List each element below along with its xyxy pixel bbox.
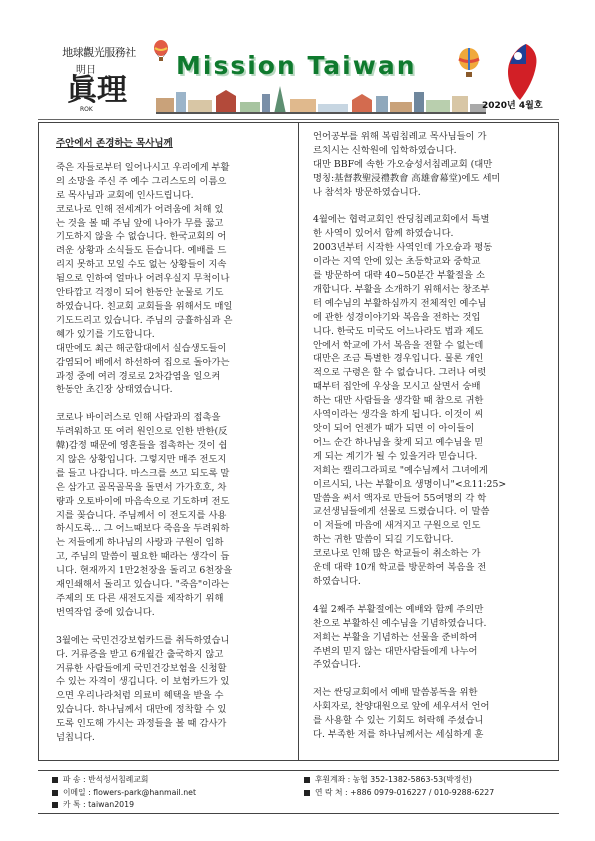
- text-line: 를 사용할 수 있는 기회도 허락해 주셨습니: [313, 715, 484, 727]
- text-line: 감염되어 배에서 하선하여 집으로 돌아가는: [56, 356, 230, 368]
- text-line: 운데 대략 10개 학교를 방문하여 복음을 전: [313, 562, 487, 574]
- text-line: 넘칩니다.: [56, 732, 95, 744]
- footer-left: [52, 774, 196, 812]
- paragraph: [56, 411, 284, 620]
- logo-line1: 地球觀光服務社: [62, 46, 136, 59]
- square-bullet-icon: [52, 802, 58, 808]
- text-line: 이르시되, 나는 부활이요 생명이니"<요11:25>: [313, 478, 507, 490]
- text-line: 언어공부를 위해 복림침례교 목사님들이 가: [313, 131, 487, 142]
- footer-text: 연 락 처 : +886 0979-016227 / 010-9288-6227: [315, 787, 495, 797]
- text-line: 앗이 되어 언젠가 때가 되면 이 아이들이: [313, 423, 475, 435]
- text-line: 기도드리고 있습니다. 주님의 긍휼하심과 은: [56, 314, 233, 326]
- logo-sub: ROK: [80, 106, 93, 113]
- text-line: 거류한 사람들에게 국민건강보험을 신청할: [56, 662, 227, 674]
- text-line: 를 방문하여 대략 40~50분간 부활절을 소: [313, 270, 485, 282]
- logo-line2: 明日: [76, 65, 96, 76]
- left-column-body: [56, 161, 284, 745]
- text-line: 개합니다. 부활을 소개하기 위해서는 창조부: [313, 283, 490, 295]
- text-line: 말씀을 써서 액자로 만들어 55여명의 각 학: [313, 492, 487, 504]
- newsletter-title: Mission Taiwan: [176, 51, 417, 80]
- text-line: 한 사역이 있어서 함께 하였습니다.: [313, 228, 454, 240]
- text-line: 주제의 또 다른 새전도지를 제작하기 위해: [56, 592, 224, 604]
- text-line: 적으로 구령은 할 수 없습니다. 그러나 여럿: [313, 367, 487, 379]
- paragraph-gap: [56, 397, 284, 411]
- calligraphy-logo: [46, 42, 152, 114]
- text-line: 에 관한 성경이야기와 복음을 전하는 것입: [313, 311, 481, 323]
- text-line: 니다. 한국도 미국도 어느나라도 법과 제도: [313, 325, 484, 337]
- left-column: [56, 137, 284, 745]
- text-line: 안타깝고 걱정이 되어 한동안 눈물로 기도: [56, 287, 224, 299]
- text-line: 하였습니다.: [313, 575, 361, 587]
- text-line: 안에서 학교에 가서 복음을 전할 수 없는데: [313, 339, 484, 351]
- newsletter-header: [38, 34, 558, 120]
- text-line: 코로나로 인해 전세계가 어려움에 처해 있: [56, 203, 224, 215]
- footer-text: 파 송 : 반석성서침례교회: [63, 775, 149, 784]
- hot-air-balloon-icon: [458, 48, 480, 78]
- text-line: 로 목사님과 교회에 인사드립니다.: [56, 189, 194, 201]
- paragraph-gap: [56, 620, 284, 634]
- text-line: 도록 인도해 가시는 과정들을 볼 때 감사가: [56, 718, 227, 730]
- footer-text: 카 톡 : taiwan2019: [63, 800, 135, 809]
- text-line: 4월에는 협력교회인 싼딩침례교회에서 특별: [313, 214, 490, 226]
- text-line: 지 않은 상황입니다. 그렇지만 매주 전도지: [56, 453, 227, 465]
- text-line: 명칭:基督教聖浸禮教會 高雄會幕堂)에도 세미: [313, 172, 501, 184]
- square-bullet-icon: [304, 790, 310, 796]
- text-line: 어느 순간 하나님을 찾게 되고 예수님을 믿: [313, 436, 484, 448]
- text-line: 저희는 캘리그라피로 "예수님께서 그녀에게: [313, 464, 488, 476]
- text-line: 는 것을 볼 때 주님 앞에 나아가 무릎 꿇고: [56, 217, 224, 229]
- footer-row: [52, 774, 196, 787]
- paragraph-gap: [313, 672, 546, 686]
- text-line: 의 소망을 주신 주 예수 그리스도의 이름으: [56, 175, 227, 187]
- footer-row: [304, 787, 494, 800]
- text-line: 수 있는 자격이 생깁니다. 이 보험카드가 있: [56, 676, 230, 688]
- text-line: 를 들고 나갑니다. 마스크를 쓰고 되도록 말: [56, 467, 230, 479]
- city-skyline-icon: [156, 84, 486, 114]
- paragraph-gap: [313, 589, 546, 603]
- footer-row: [52, 799, 196, 812]
- text-line: 두려워하고 또 여러 원인으로 인한 반한(反: [56, 426, 228, 438]
- column-divider: [298, 122, 299, 761]
- text-line: 3월에는 국민건강보험카드를 취득하였습니: [56, 634, 230, 646]
- text-line: 이 저들에 마음에 새겨지고 구원으로 인도: [313, 520, 481, 532]
- text-line: 이라는 지역 안에 있는 초등학교와 중학교: [313, 256, 481, 268]
- issue-date: 2020년 4월호: [482, 101, 543, 111]
- text-line: 韓)감정 때문에 영혼들을 접촉하는 것이 쉽: [56, 440, 228, 452]
- text-line: 교선생님들에게 선물로 드렸습니다. 이 말씀: [313, 506, 490, 518]
- text-line: 대만 BBF에 속한 가오슝성서침례교회 (대만: [313, 158, 493, 170]
- right-column: [313, 130, 546, 742]
- paragraph: [56, 161, 284, 397]
- text-line: 저희는 부활을 기념하는 선물을 준비하여: [313, 631, 478, 643]
- text-line: 사회자로, 찬양대원으로 앞에 세우셔서 언어: [313, 701, 490, 713]
- article-title: 주안에서 존경하는 목사님께: [56, 138, 173, 149]
- paragraph: [313, 213, 546, 588]
- text-line: 대만에도 최근 해군함대에서 실습생도들이: [56, 342, 227, 354]
- text-line: 나 참석차 방문하였습니다.: [313, 186, 421, 198]
- paragraph: [56, 634, 284, 745]
- square-bullet-icon: [304, 777, 310, 783]
- text-line: 려운 상황과 소식들도 듣습니다. 예배를 드: [56, 245, 227, 257]
- text-line: 혜가 있기를 기도합니다.: [56, 328, 155, 340]
- header-rule: [38, 119, 559, 120]
- text-line: 주변의 믿지 않는 대만사람들에게 나누어: [313, 645, 478, 657]
- footer-text: 후원계좌 : 농협 352-1382-5863-53(박정선): [315, 775, 472, 784]
- text-line: 기도하지 않을 수 없습니다. 한국교회의 어: [56, 231, 227, 243]
- text-line: 재인쇄해서 돌리고 있습니다. "죽음"이라는: [56, 579, 230, 591]
- square-bullet-icon: [52, 790, 58, 796]
- text-line: 은 삼가고 골목골목을 돌면서 가가호호, 차: [56, 481, 227, 493]
- text-line: 니다. 현재까지 1만2천장을 돌리고 6천장을: [56, 565, 233, 577]
- paragraph: [313, 686, 546, 742]
- text-line: 하는 대만 사람들을 생각할 때 참으로 귀한: [313, 395, 484, 407]
- right-column-body: [313, 130, 546, 742]
- text-line: 량과 오토바이에 마음속으로 기도하며 전도: [56, 495, 230, 507]
- text-line: 주었습니다.: [313, 659, 361, 671]
- text-line: 다. 거류증을 받고 6개월간 출국하지 않고: [56, 648, 224, 660]
- text-line: 때부터 집안에 우상을 모시고 살면서 숭배: [313, 381, 481, 393]
- text-line: 지를 꽂습니다. 주님께서 이 전도지를 사용: [56, 509, 227, 521]
- text-line: 사역이라는 생각을 하게 됩니다. 이것이 씨: [313, 409, 484, 421]
- footer-row: [52, 787, 196, 800]
- footer-right: [304, 774, 494, 799]
- paragraph-gap: [313, 200, 546, 214]
- square-bullet-icon: [52, 777, 58, 783]
- text-line: 있습니다. 하나님께서 대만에 정착할 수 있: [56, 704, 227, 716]
- text-line: 한동안 초긴장 상태였습니다.: [56, 384, 173, 396]
- text-line: 다. 부족한 저를 하나님께서는 세심하게 훈: [313, 728, 484, 740]
- text-line: 대만은 조금 특별한 경우입니다. 물론 개인: [313, 353, 484, 365]
- text-line: 고, 주님의 말씀이 필요한 때라는 생각이 듭: [56, 551, 230, 563]
- taiwan-flag-map-icon: [502, 42, 542, 102]
- text-line: 하였습니다. 친교회 교회들을 위해서도 매일: [56, 300, 233, 312]
- text-line: 하시도록... 그 어느때보다 죽음을 두려워하: [56, 523, 230, 535]
- paragraph: [313, 603, 546, 673]
- text-line: 코로나 바이러스로 인해 사람과의 접촉을: [56, 412, 221, 424]
- text-line: 저는 싼딩교회에서 예배 말씀봉독을 위한: [313, 687, 478, 699]
- text-line: 터 예수님의 부활하심까지 전체적인 예수님: [313, 297, 487, 309]
- text-line: 는 저들에게 하나님의 사랑과 구원이 임하: [56, 537, 224, 549]
- footer-text: 이메일 : flowers-park@hanmail.net: [63, 787, 197, 797]
- text-line: 코로나로 인해 많은 학교들이 취소하는 가: [313, 548, 481, 560]
- text-line: 게 되는 계기가 될 수 있을거라 믿습니다.: [313, 450, 478, 462]
- footer-row: [304, 774, 494, 787]
- text-line: 리지 못하고 모일 수도 없는 상황들이 지속: [56, 259, 227, 271]
- text-line: 하는 귀한 말씀이 되길 기도합니다.: [313, 534, 454, 546]
- hot-air-balloon-icon: [153, 40, 169, 64]
- text-line: 과정 중에 여러 경로로 2차감염을 일으켜: [56, 370, 221, 382]
- text-line: 으면 우리나라처럼 의료비 혜택을 받을 수: [56, 690, 224, 702]
- paragraph: [313, 130, 546, 200]
- text-line: 됨으로 인하여 얼마나 어려우실지 무척이나: [56, 273, 230, 285]
- text-line: 4월 2째주 부활절에는 예배와 함께 주의만: [313, 603, 484, 615]
- logo-big: 眞理: [67, 73, 127, 108]
- text-line: 찬으로 부활하신 예수님을 기념하였습니다.: [313, 617, 487, 629]
- text-line: 2003년부터 시작한 사역인데 가오슝과 평동: [313, 242, 493, 254]
- text-line: 번역작업 중에 있습니다.: [56, 606, 155, 618]
- footer-contact: [38, 770, 559, 814]
- text-line: 죽은 자들로부터 일어나시고 우리에게 부활: [56, 161, 230, 173]
- text-line: 르치시는 신학원에 입학하였습니다.: [313, 144, 457, 156]
